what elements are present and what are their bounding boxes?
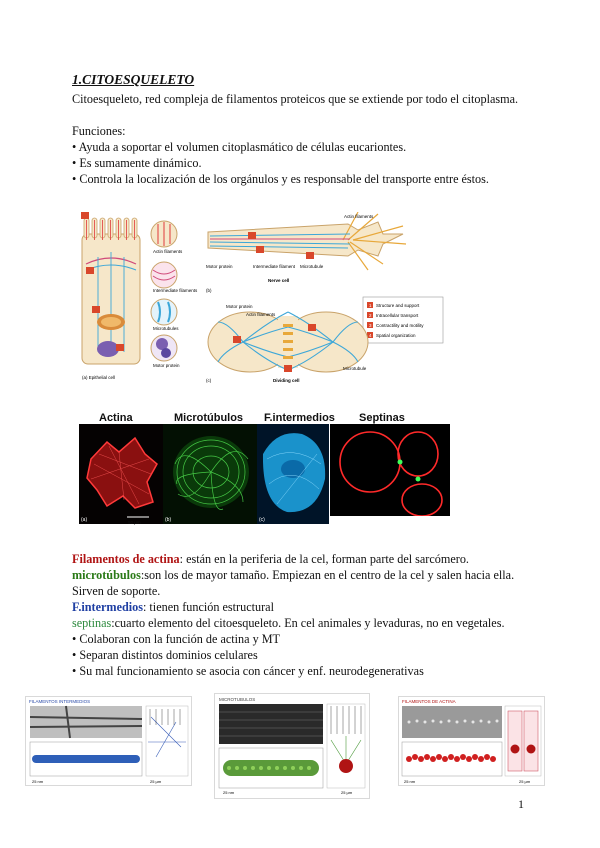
legend-num-1: 1 [369,303,372,308]
function-legend [363,297,443,343]
label-actin-filaments-c: Actin filaments [246,312,276,317]
fig3-scale-a: 25 nm [404,779,416,784]
funcion-item-2: • Es sumamente dinámico. [72,156,202,170]
tag-b: (b) [165,517,172,523]
label-fintermedios: F.intermedios [264,412,335,424]
cytoskeleton-diagram-svg [78,212,448,384]
septinas-term: septinas [72,616,112,630]
label-intermediate-filaments: Intermediate filaments [153,288,198,293]
microtubulos-desc: :son los de mayor tamaño. Empiezan en el centro de la cel y salen hacia ella. [140,568,515,582]
figure-filamentos-intermedios [25,696,192,786]
septinas-bullet-1: • Colaboran con la función de actina y MT [72,632,281,646]
fig1-scale-b: 25 µm [150,779,162,784]
label-microtubules: Microtubules [153,326,179,331]
dividing-cell-drawing [206,304,368,383]
label-epithelial-cell: (a) Epithelial cell [82,375,116,380]
fig2-title: MICROTUBULOS [219,697,256,702]
tag-a: (a) [81,517,88,523]
label-motor-protein-b: Motor protein [206,264,233,269]
intro-text: Citoesqueleto, red compleja de filamentos proteicos que se extiende por todo el citoplasma. [72,92,519,106]
label-b-tag: (b) [206,288,212,293]
epithelial-cell-drawing [81,212,140,380]
label-motor-protein-c: Motor protein [226,304,253,309]
label-actin-filaments: Actin filaments [153,249,183,254]
label-nerve-cell: Nerve cell [268,278,290,283]
funcion-item-1: • Ayuda a soportar el volumen citoplasmático de células eucariontes. [72,140,407,154]
fig2-scale-b: 25 µm [341,790,353,795]
label-actin-filaments-top: Actin filaments [344,214,374,219]
fig1-title: FILAMENTOS INTERMEDIOS [29,699,91,704]
label-microtubulos: Microtúbulos [174,412,244,424]
actina-line [72,551,469,567]
legend-num-4: 4 [369,333,372,338]
legend-num-2: 2 [369,313,372,318]
filament-zoom-circles [151,221,198,368]
micrograph-microtubulos [163,424,257,524]
tag-c: (c) [259,517,265,523]
micrograph-fintermedios [257,424,329,524]
fintermedios-line [72,599,274,615]
label-dividing-cell: Dividing cell [273,378,300,383]
section-title: 1.CITOESQUELETO [72,72,195,87]
figure-filamentos-actina [398,696,545,786]
septinas-desc: :cuarto elemento del citoesqueleto. En cel animales y levaduras, no en vegetales. [111,616,505,630]
microtubulos-line2: Sirven de soporte. [72,584,161,598]
figure-microtubulos [214,693,370,799]
label-microtubule-b: Microtubule [300,264,324,269]
fig2-scale-a: 25 nm [223,790,235,795]
microtubulos-line [72,567,514,583]
fig3-title: FILAMENTOS DE ACTINA [402,699,456,704]
micrograph-actina [79,424,163,524]
septinas-bullet-2: • Separan distintos dominios celulares [72,648,258,662]
legend-num-3: 3 [369,323,372,328]
label-c-tag: (c) [206,378,212,383]
cytoskeleton-diagram [78,212,448,384]
funciones-title: Funciones: [72,124,126,138]
legend-item-3: Contractility and motility [376,323,424,328]
legend-item-2: Intracellular transport [376,313,419,318]
septinas-bullet-3: • Su mal funcionamiento se asocia con cáncer y enf. neurodegenerativas [72,664,424,678]
actina-term: Filamentos de actina [72,552,180,566]
fintermedios-desc: : tienen función estructural [142,600,274,614]
nerve-cell-drawing [206,212,406,293]
actina-desc: : están en la periferia de la cel, forman parte del sarcómero. [179,552,469,566]
scale-bar-label: 50 µm [128,520,141,525]
fig3-scale-b: 25 µm [519,779,531,784]
funcion-item-3: • Controla la localización de los orgánulos y es responsable del transporte entre éstos. [72,172,489,186]
micrograph-septinas [330,424,450,516]
legend-item-4: Spatial organization [376,333,416,338]
page-number: 1 [518,797,524,811]
microtubulos-term: microtúbulos [72,568,141,582]
label-microtubule-c: Microtubule [343,366,367,371]
septinas-line [72,615,505,631]
label-intermediate-filament-b: Intermediate filament [253,264,296,269]
label-motor-protein: Motor protein [153,363,180,368]
fintermedios-term: F.intermedios [72,600,143,614]
fig1-scale-a: 25 nm [32,779,44,784]
legend-item-1: Structure and support [376,303,420,308]
label-actina: Actina [99,412,133,424]
label-septinas: Septinas [359,412,405,424]
